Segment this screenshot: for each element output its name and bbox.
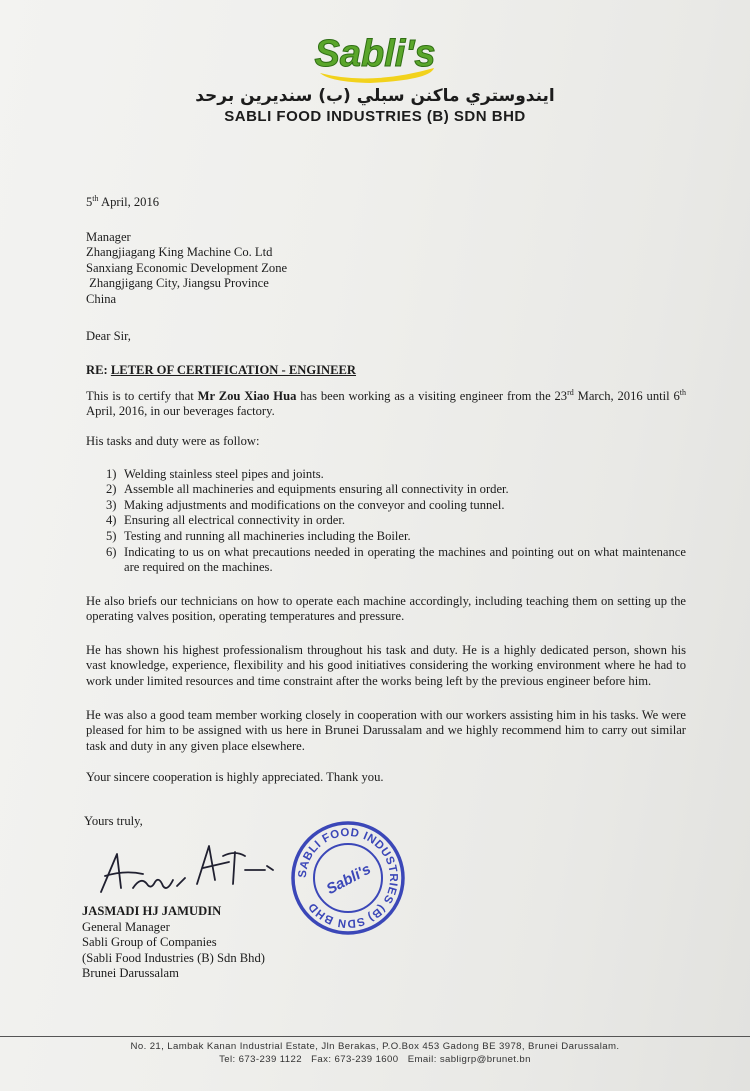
signatory-name: JASMADI HJ JAMUDIN (82, 904, 222, 918)
footer-divider (0, 1036, 750, 1037)
p1-d: April, 2016, in our beverages factory. (86, 404, 275, 419)
list-item (106, 498, 686, 514)
footer-address: No. 21, Lambak Kanan Industrial Estate, Jln Berakas, P.O.Box 453 Gadong BE 3978, Brunei Darussalam. (130, 1041, 620, 1052)
address-line: Zhangjiagang King Machine Co. Ltd (86, 245, 273, 260)
subject-line (86, 363, 686, 379)
task-text: Making adjustments and modifications on the conveyor and cooling tunnel. (124, 497, 505, 512)
letter-date (86, 195, 686, 211)
list-item (106, 513, 686, 529)
signatory-org: Sabli Group of Companies (82, 935, 217, 950)
signatory-title: General Manager (82, 919, 170, 934)
p1-sup2: th (679, 387, 687, 397)
paragraph-team-member: He was also a good team member working closely in cooperation with our workers assisting him in his tasks. We were pleased for him to be assigned with us here in Brunei Darussalam and we highly recommend him to carry out similar task and duty in any given place elsewhere. (86, 707, 686, 753)
company-stamp (288, 818, 408, 943)
jawi-company-name: ايندوستري ماكنن سبلي (ب) سنديرين برحد (195, 86, 555, 106)
signatory-org-detail: (Sabli Food Industries (B) Sdn Bhd) (82, 950, 265, 965)
stamp-ring-text: SABLI FOOD INDUSTRIES (B) SDN BHD (296, 826, 400, 930)
paragraph-briefs: He also briefs our technicians on how to operate each machine accordingly, including teaching them on setting up the operating valves position, operating temperatures and pressure. (86, 593, 686, 624)
task-number: 4) (106, 513, 117, 528)
task-number: 5) (106, 528, 117, 543)
list-item (106, 529, 686, 545)
letterhead (0, 28, 750, 125)
footer-contact: Tel: 673-239 1122 Fax: 673-239 1600 Email: sabligrp@brunet.bn (219, 1054, 531, 1065)
subject-prefix: RE: (86, 363, 111, 378)
recipient-address (86, 230, 686, 308)
list-item (106, 467, 686, 483)
date-suffix: th (92, 193, 99, 203)
task-list (86, 467, 686, 576)
p1-sup1: rd (567, 387, 574, 397)
task-number: 3) (106, 497, 117, 512)
closing-line: Your sincere cooperation is highly appreciated. Thank you. (86, 770, 384, 785)
list-item (106, 545, 686, 576)
subject-text: LETER OF CERTIFICATION - ENGINEER (110, 363, 357, 378)
tasks-intro: His tasks and duty were as follow: (86, 433, 260, 448)
signatory-block (82, 904, 265, 982)
logo-text: Sabli's (314, 33, 436, 75)
paragraph-certify (86, 389, 686, 420)
engineer-name: Mr Zou Xiao Hua (197, 388, 297, 403)
sablis-logo (0, 28, 750, 84)
task-number: 1) (106, 466, 117, 481)
task-text: Welding stainless steel pipes and joints. (124, 466, 324, 481)
sign-off: Yours truly, (84, 814, 143, 829)
p1-b: has been working as a visiting engineer from the 23 (296, 388, 568, 403)
handwritten-signature (95, 840, 295, 905)
task-text: Assemble all machineries and equipments ensuring all connectivity in order. (124, 482, 509, 497)
address-line: China (86, 291, 117, 306)
company-name: SABLI FOOD INDUSTRIES (B) SDN BHD (224, 108, 526, 125)
task-number: 2) (106, 482, 117, 497)
address-line: Sanxiang Economic Development Zone (86, 260, 288, 275)
footer (0, 1040, 750, 1066)
date-day: 5 (86, 195, 93, 209)
task-text: Ensuring all electrical connectivity in order. (124, 513, 346, 528)
list-item (106, 482, 686, 498)
date-rest: April, 2016 (98, 195, 160, 209)
letter-body (86, 195, 686, 830)
address-line: Manager (86, 229, 131, 244)
task-number: 6) (106, 544, 117, 559)
task-text: Testing and running all machineries including the Boiler. (124, 528, 411, 543)
paragraph-professionalism: He has shown his highest professionalism throughout his task and duty. He is a highly dedicated person, shown his vast knowledge, experience, flexibility and his good initiatives considering the working environment where he had to work under limited resources and time constraint after the works being left by the previous engineer before him. (86, 642, 686, 689)
p1-a: This is to certify that (86, 388, 198, 403)
salutation: Dear Sir, (86, 328, 131, 343)
signatory-country: Brunei Darussalam (82, 966, 179, 981)
address-line: Zhangjigang City, Jiangsu Province (86, 276, 269, 291)
task-text: Indicating to us on what precautions needed in operating the machines and pointing out on what maintenance are required on the machines. (124, 544, 686, 575)
stamp-center-text: Sabli's (323, 860, 374, 899)
p1-c: March, 2016 until 6 (573, 388, 680, 403)
